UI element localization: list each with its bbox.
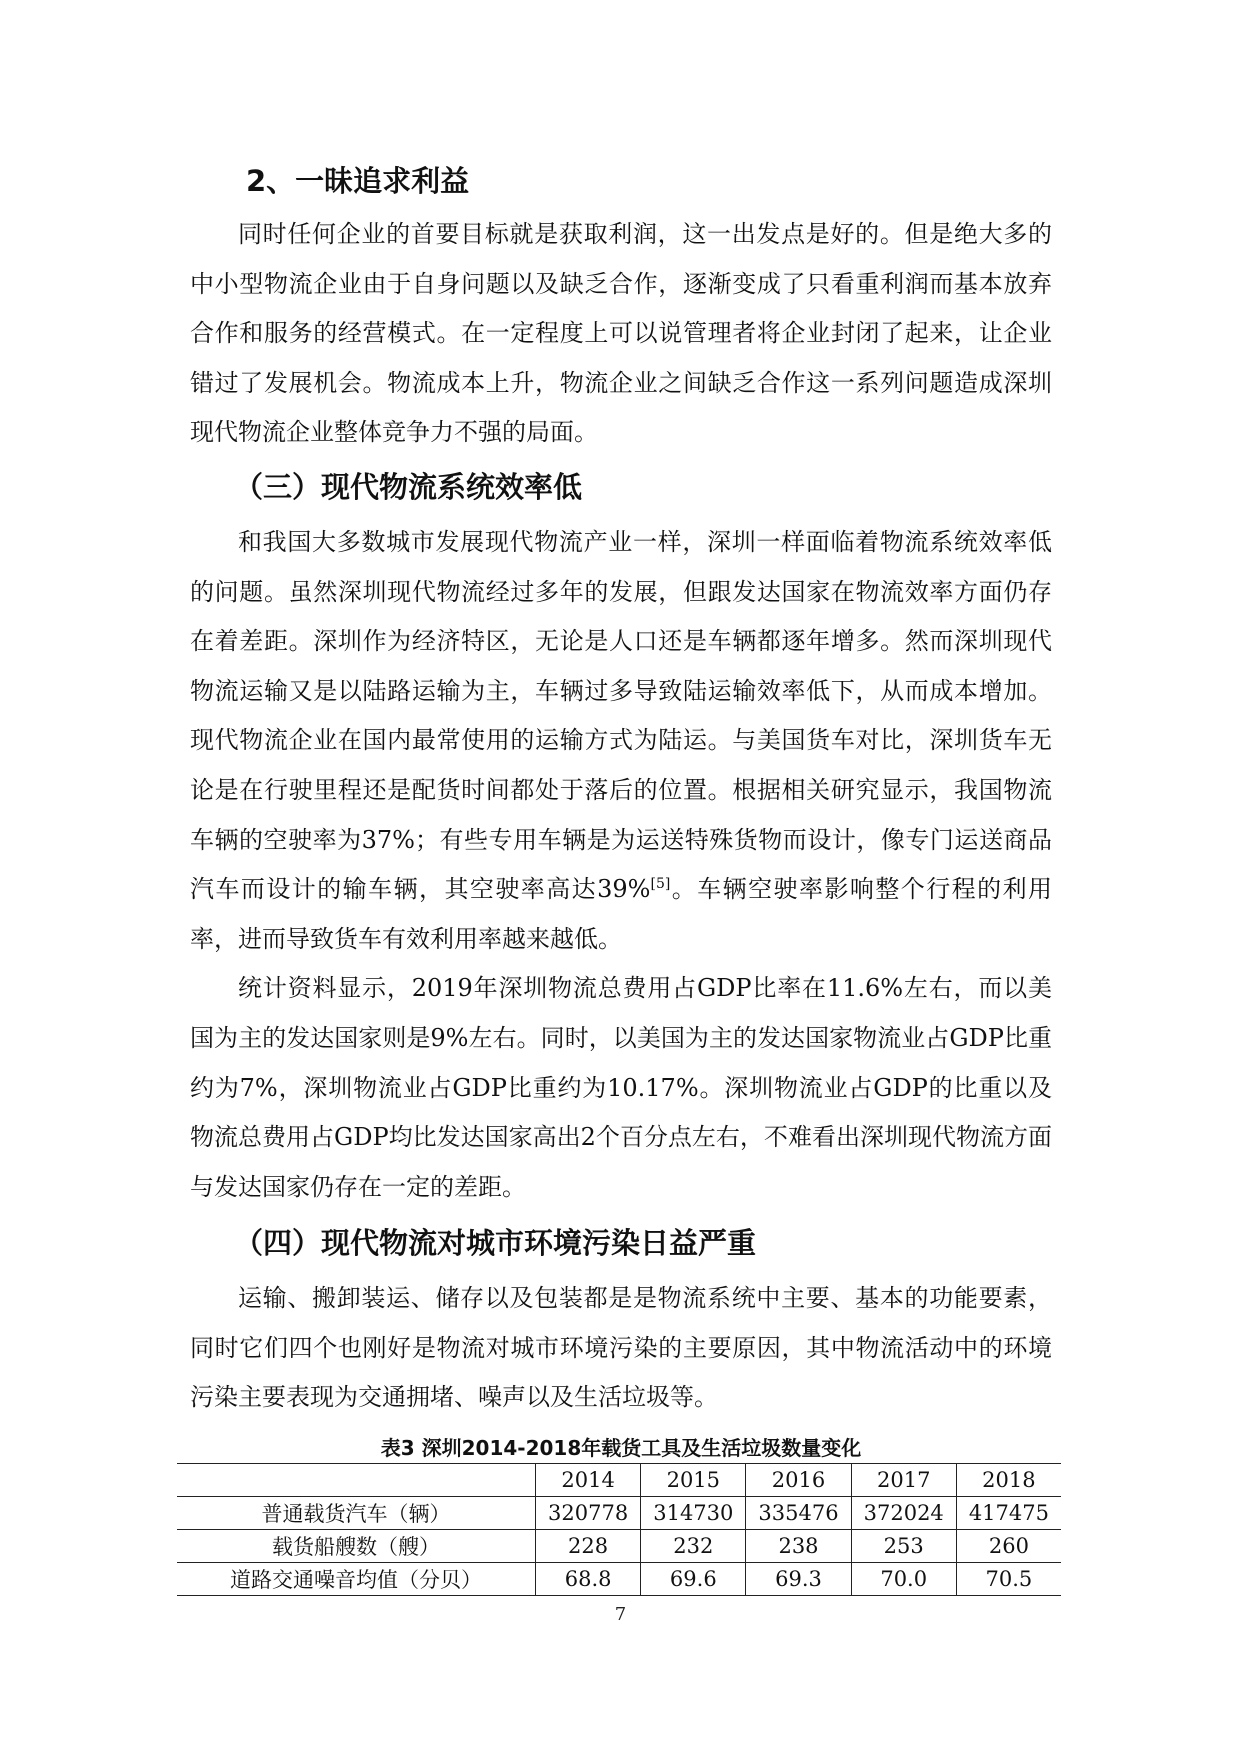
table-cell: 372024 — [851, 1497, 956, 1530]
table-header-row — [177, 1464, 1061, 1497]
table-cell: 260 — [956, 1530, 1061, 1563]
table-header-cell — [177, 1464, 536, 1497]
table-cell: 70.0 — [851, 1563, 956, 1596]
table-cell: 68.8 — [536, 1563, 641, 1596]
table-cell: 普通载货汽车（辆） — [177, 1497, 536, 1530]
table-cell: 335476 — [746, 1497, 851, 1530]
subsection-heading-2: 2、一昧追求利益 — [246, 164, 470, 198]
table-cell: 载货船艘数（艘） — [177, 1530, 536, 1563]
table-cell: 417475 — [956, 1497, 1061, 1530]
table-row — [177, 1563, 1061, 1596]
citation-ref: [5] — [650, 876, 671, 893]
paragraph-pollution: 运输、搬卸装运、储存以及包装都是是物流系统中主要、基本的功能要素，同时它们四个也刚好是物流对城市环境污染的主要原因，其中物流活动中的环境污染主要表现为交通拥堵、噪声以及生活垃圾等。 — [190, 1284, 1052, 1412]
paragraph-profit: 同时任何企业的首要目标就是获取利润，这一出发点是好的。但是绝大多的中小型物流企业由于自身问题以及缺乏合作，逐渐变成了只看重利润而基本放弃合作和服务的经营模式。在一定程度上可以说管理者将企业封闭了起来，让企业错过了发展机会。物流成本上升，物流企业之间缺乏合作这一系列问题造成深圳现代物流企业整体竞争力不强的局面。 — [190, 220, 1052, 447]
section-heading-4: （四）现代物流对城市环境污染日益严重 — [234, 1226, 757, 1261]
table-cell: 69.3 — [746, 1563, 851, 1596]
table-cell: 320778 — [536, 1497, 641, 1530]
section-heading-3: （三）现代物流系统效率低 — [234, 469, 583, 504]
table-header-cell: 2017 — [851, 1464, 956, 1497]
table-row — [177, 1497, 1061, 1530]
table-cell: 314730 — [641, 1497, 746, 1530]
table-cell: 70.5 — [956, 1563, 1061, 1596]
page-number: 7 — [614, 1604, 627, 1625]
data-table — [177, 1463, 1061, 1596]
table-header-cell: 2016 — [746, 1464, 851, 1497]
table-cell: 69.6 — [641, 1563, 746, 1596]
table-cell: 232 — [641, 1530, 746, 1563]
paragraph-efficiency-main: 和我国大多数城市发展现代物流产业一样，深圳一样面临着物流系统效率低的问题。虽然深圳现代物流经过多年的发展，但跟发达国家在物流效率方面仍存在着差距。深圳作为经济特区，无论是人口还是车辆都逐年增多。然而深圳现代物流运输又是以陆路运输为主，车辆过多导致陆运输效率低下，从而成本增加。现代物流企业在国内最常使用的运输方式为陆运。与美国货车对比，深圳货车无论是在行驶里程还是配货时间都处于落后的位置。根据相关研究显示，我国物流车辆的空驶率为37%；有些专用车辆是为运送特殊货物而设计，像专门运送商品汽车而设计的输车辆，其空驶率高达39% — [190, 527, 1052, 904]
table-cell: 253 — [851, 1530, 956, 1563]
table-header-cell: 2015 — [641, 1464, 746, 1497]
table-cell: 228 — [536, 1530, 641, 1563]
table-header-cell: 2014 — [536, 1464, 641, 1497]
table-caption: 表3 深圳2014-2018年载货工具及生活垃圾数量变化 — [380, 1436, 862, 1461]
table-cell: 道路交通噪音均值（分贝） — [177, 1563, 536, 1596]
page-content — [190, 160, 1052, 1596]
table-cell: 238 — [746, 1530, 851, 1563]
paragraph-efficiency-tail: 。车辆空驶率影响整个行程的利用率，进而导致货车有效利用率越来越低。 — [190, 875, 1053, 953]
paragraph-efficiency — [190, 518, 1052, 964]
table-header-cell: 2018 — [956, 1464, 1061, 1497]
paragraph-gdp: 统计资料显示，2019年深圳物流总费用占GDP比率在11.6%左右，而以美国为主的发达国家则是9%左右。同时，以美国为主的发达国家物流业占GDP比重约为7%，深圳物流业占GDP比重约为10.17%。深圳物流业占GDP的比重以及物流总费用占GDP均比发达国家高出2个百分点左右，不难看出深圳现代物流方面与发达国家仍存在一定的差距。 — [190, 974, 1052, 1201]
table-row — [177, 1530, 1061, 1563]
